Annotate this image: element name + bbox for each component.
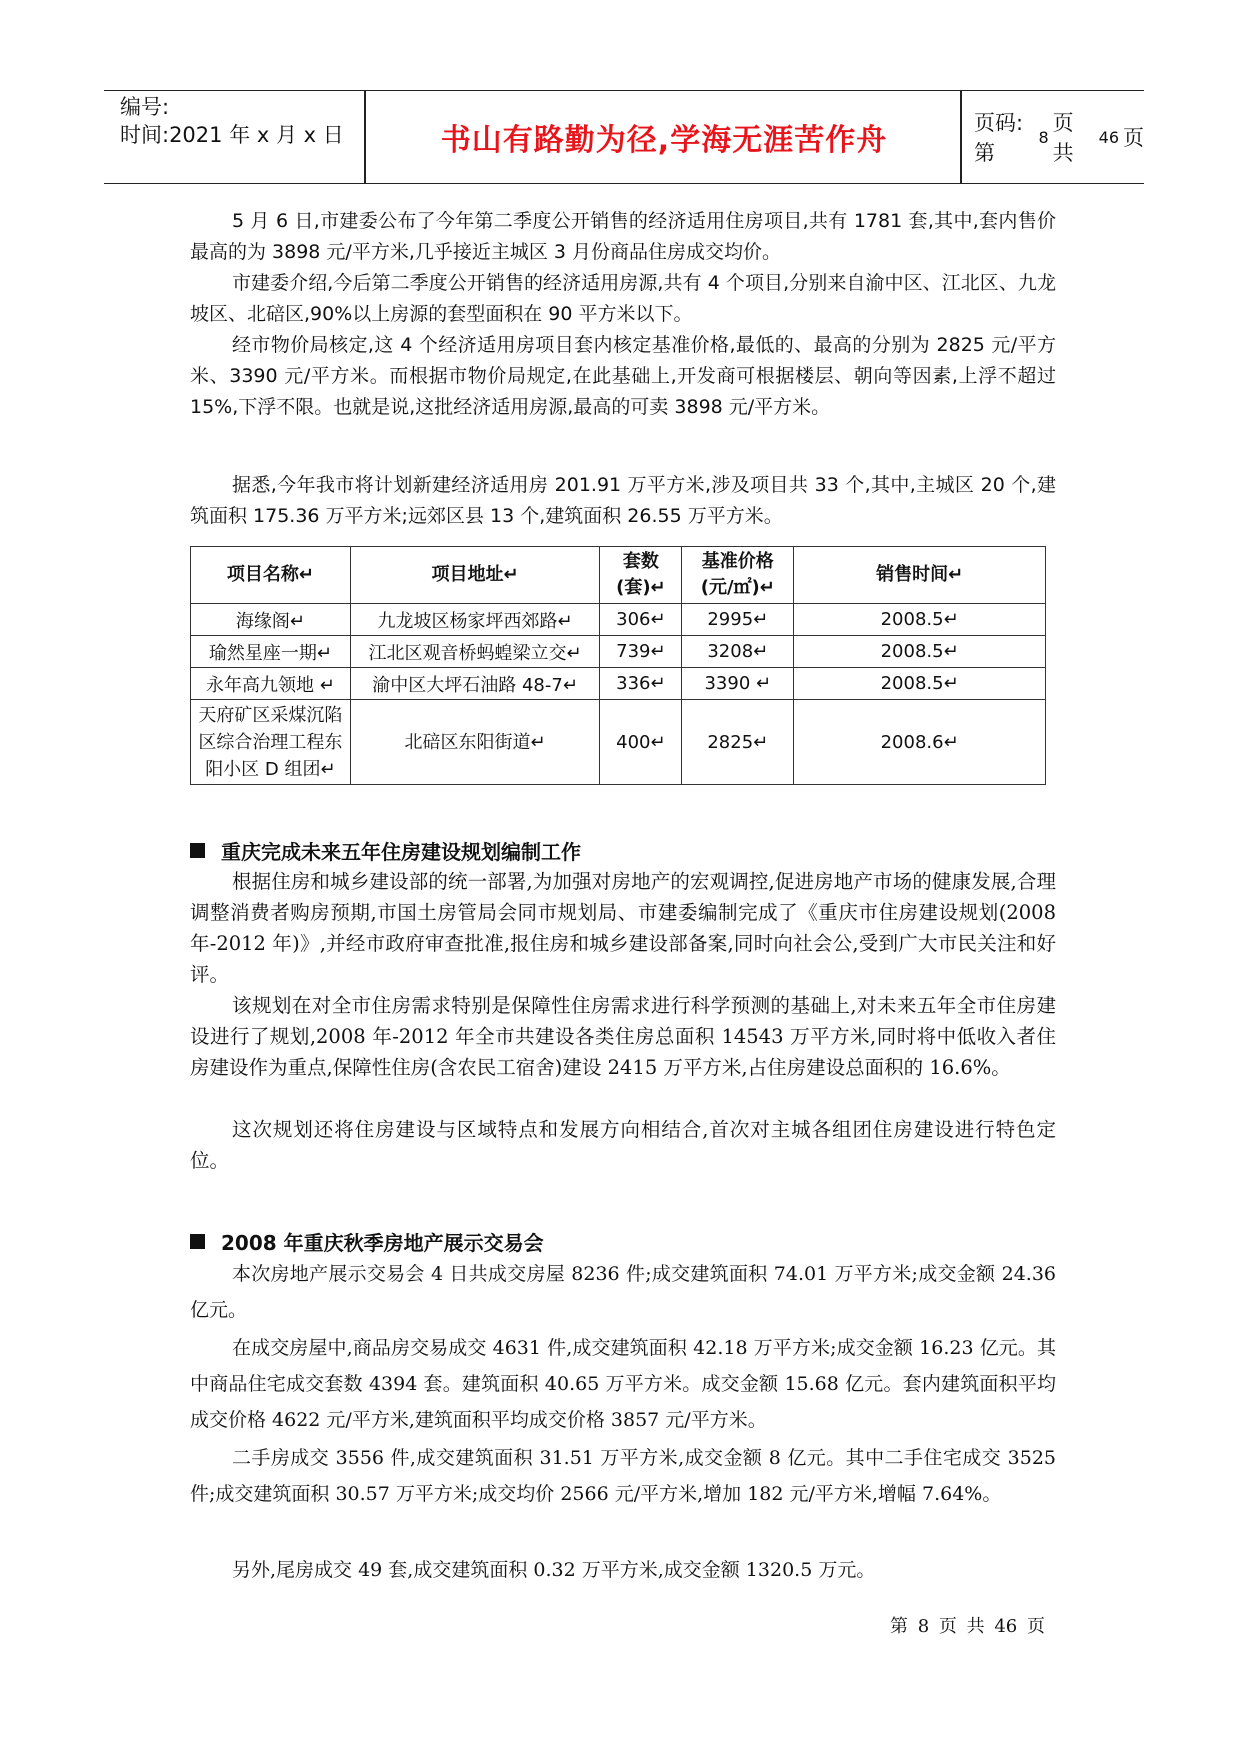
section-paragraph: 这次规划还将住房建设与区域特点和发展方向相结合,首次对主城各组团住房建设进行特色定位。: [190, 1118, 1056, 1172]
section-paragraph: 二手房成交 3556 件,成交建筑面积 31.51 万平方米,成交金额 8 亿元。其中二手住宅成交 3525 件;成交建筑面积 30.57 万平方米;成交均价 2566 元/平方米,增加 182 元/平方米,增幅 7.64%。: [190, 1447, 1056, 1505]
col-header-price: 基准价格(元/㎡)↵: [682, 547, 794, 604]
housing-projects-table: [190, 546, 1046, 785]
intro-paragraph: 经市物价局核定,这 4 个经济适用房项目套内核定基准价格,最低的、最高的分别为 2825 元/平方米、3390 元/平方米。而根据市物价局规定,在此基础上,开发商可根据楼层、朝向等因素,上浮不超过 15%,下浮不限。也就是说,这批经济适用房源,最高的可卖 3898 元/平方米。: [190, 334, 1056, 418]
table-row: [191, 668, 1046, 700]
intro-paragraph: 市建委介绍,今后第二季度公开销售的经济适用房源,共有 4 个项目,分别来自渝中区、江北区、九龙坡区、北碚区,90%以上房源的套型面积在 90 平方米以下。: [190, 272, 1056, 325]
cell-project-name: 天府矿区采煤沉陷区综合治理工程东阳小区 D 组团↵: [191, 700, 351, 785]
table-row: [191, 700, 1046, 785]
doc-number-label: 编号:: [120, 95, 170, 119]
cell-address: 渝中区大坪石油路 48-7↵: [350, 668, 600, 700]
section-heading: [190, 836, 581, 865]
page-footer: 第 8 页 共 46 页: [890, 1616, 1045, 1637]
cell-price: 3208↵: [682, 636, 794, 668]
cell-address: 北碚区东阳街道↵: [350, 700, 600, 785]
cell-address: 江北区观音桥蚂蝗梁立交↵: [350, 636, 600, 668]
page-prefix: 页码:第: [974, 111, 1024, 165]
cell-sale-time: 2008.6↵: [794, 700, 1046, 785]
cell-units: 336↵: [600, 668, 682, 700]
cell-price: 3390 ↵: [682, 668, 794, 700]
cell-sale-time: 2008.5↵: [794, 604, 1046, 636]
section-paragraph: 根据住房和城乡建设部的统一部署,为加强对房地产的宏观调控,促进房地产市场的健康发展,合理调整消费者购房预期,市国土房管局会同市规划局、市建委编制完成了《重庆市住房建设规划(2008 年-2012 年)》,并经市政府审查批准,报住房和城乡建设部备案,同时向社会公,受到广大市民关注和好评。: [190, 870, 1056, 986]
cell-units: 400↵: [600, 700, 682, 785]
cell-project-name: 永年高九领地 ↵: [191, 668, 351, 700]
section-title: 重庆完成未来五年住房建设规划编制工作: [221, 840, 581, 864]
header-page-info: [974, 91, 1144, 183]
cell-sale-time: 2008.5↵: [794, 636, 1046, 668]
section-paragraph: 在成交房屋中,商品房交易成交 4631 件,成交建筑面积 42.18 万平方米;成交金额 16.23 亿元。其中商品住宅成交套数 4394 套。建筑面积 40.65 万平方米。成交金额 15.68 亿元。套内建筑面积平均成交价格 4622 元/平方米,建筑面积平均成交价格 3857 元/平方米。: [190, 1337, 1056, 1431]
table-header-row: [191, 547, 1046, 604]
cell-units: 739↵: [600, 636, 682, 668]
intro-paragraph: 据悉,今年我市将计划新建经济适用房 201.91 万平方米,涉及项目共 33 个,其中,主城区 20 个,建筑面积 175.36 万平方米;远郊区县 13 个,建筑面积 26.55 万平方米。: [190, 474, 1056, 527]
cell-project-name: 海缘阁↵: [191, 604, 351, 636]
cell-address: 九龙坡区杨家坪西郊路↵: [350, 604, 600, 636]
square-bullet-icon: [190, 1234, 205, 1249]
cell-sale-time: 2008.5↵: [794, 668, 1046, 700]
intro-paragraph: 5 月 6 日,市建委公布了今年第二季度公开销售的经济适用住房项目,共有 1781 套,其中,套内售价最高的为 3898 元/平方米,几乎接近主城区 3 月份商品住房成交均价。: [190, 210, 1056, 263]
cell-price: 2825↵: [682, 700, 794, 785]
col-header-name: 项目名称↵: [191, 547, 351, 604]
table-row: [191, 604, 1046, 636]
page-current: 8: [1038, 127, 1049, 147]
doc-time-label: 时间:2021 年 x 月 x 日: [120, 123, 344, 147]
cell-units: 306↵: [600, 604, 682, 636]
table-row: [191, 636, 1046, 668]
square-bullet-icon: [190, 843, 205, 858]
header-meta: [120, 93, 364, 181]
header-divider-right: [960, 91, 962, 183]
section-paragraph: 该规划在对全市住房需求特别是保障性住房需求进行科学预测的基础上,对未来五年全市住房建设进行了规划,2008 年-2012 年全市共建设各类住房总面积 14543 万平方米,同时将中低收入者住房建设作为重点,保障性住房(含农民工宿舍)建设 2415 万平方米,占住房建设总面积的 16.6%。: [190, 994, 1056, 1079]
section-heading: [190, 1227, 544, 1256]
col-header-address: 项目地址↵: [350, 547, 600, 604]
page-header: [104, 90, 1144, 184]
header-divider-left: [364, 91, 366, 183]
section-paragraph: 另外,尾房成交 49 套,成交建筑面积 0.32 万平方米,成交金额 1320.5 万元。: [232, 1559, 876, 1581]
page-suffix: 页: [1123, 126, 1144, 150]
cell-price: 2995↵: [682, 604, 794, 636]
section-paragraph: 本次房地产展示交易会 4 日共成交房屋 8236 件;成交建筑面积 74.01 万平方米;成交金额 24.36 亿元。: [190, 1263, 1056, 1321]
header-motto: 书山有路勤为径,学海无涯苦作舟: [440, 123, 888, 158]
page-mid: 页 共: [1052, 111, 1074, 165]
page-total: 46: [1098, 127, 1119, 147]
section-title: 2008 年重庆秋季房地产展示交易会: [221, 1231, 544, 1255]
cell-project-name: 瑜然星座一期↵: [191, 636, 351, 668]
col-header-sale-time: 销售时间↵: [794, 547, 1046, 604]
col-header-units: 套数(套)↵: [600, 547, 682, 604]
